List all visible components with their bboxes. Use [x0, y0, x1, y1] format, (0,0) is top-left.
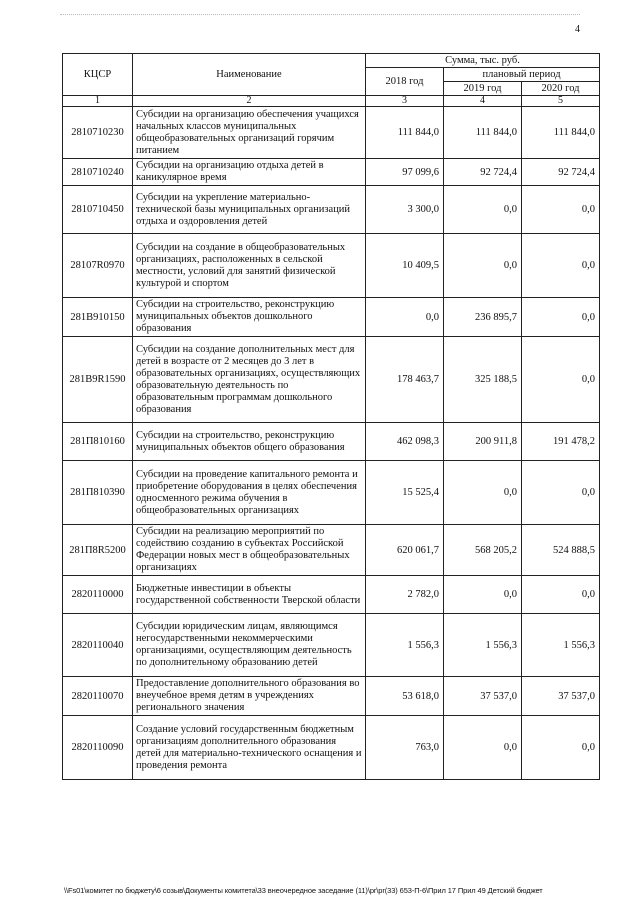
amount-2020: 0,0 — [522, 461, 600, 525]
amount-2020: 0,0 — [522, 576, 600, 614]
table-row — [63, 107, 600, 159]
header-code: КЦСР — [63, 54, 133, 96]
item-name: Субсидии на строительство, реконструкцию муниципальных объектов дошкольного образования — [133, 298, 366, 337]
amount-2019: 568 205,2 — [444, 525, 522, 576]
amount-2020: 0,0 — [522, 298, 600, 337]
amount-2019: 0,0 — [444, 716, 522, 780]
item-name: Субсидии на укрепление материально-технической базы муниципальных организаций отдыха и оздоровления детей — [133, 186, 366, 234]
item-name: Субсидии на строительство, реконструкцию муниципальных объектов общего образования — [133, 423, 366, 461]
amount-2019: 0,0 — [444, 186, 522, 234]
kcsr-code: 28107R0970 — [63, 234, 133, 298]
amount-2020: 0,0 — [522, 337, 600, 423]
amount-2018: 3 300,0 — [366, 186, 444, 234]
table-row — [63, 159, 600, 186]
item-name: Бюджетные инвестиции в объекты государственной собственности Тверской области — [133, 576, 366, 614]
amount-2019: 325 188,5 — [444, 337, 522, 423]
item-name: Субсидии на создание в общеобразовательных организациях, расположенных в сельской местности, условий для занятий физической культурой и спортом — [133, 234, 366, 298]
amount-2020: 1 556,3 — [522, 614, 600, 677]
column-index: 1 — [63, 96, 133, 107]
table-row — [63, 423, 600, 461]
amount-2019: 0,0 — [444, 234, 522, 298]
item-name: Субсидии на организацию отдыха детей в каникулярное время — [133, 159, 366, 186]
kcsr-code: 2810710240 — [63, 159, 133, 186]
header-year-2018: 2018 год — [366, 68, 444, 96]
amount-2018: 1 556,3 — [366, 614, 444, 677]
table-row — [63, 298, 600, 337]
amount-2018: 97 099,6 — [366, 159, 444, 186]
amount-2020: 0,0 — [522, 186, 600, 234]
item-name: Предоставление дополнительного образования во внеучебное время детям в учреждениях регионального значения — [133, 677, 366, 716]
item-name: Субсидии на создание дополнительных мест для детей в возрасте от 2 месяцев до 3 лет в образовательных организациях, осуществляющих образовательную деятельность по образовательным программам дошкольного образования — [133, 337, 366, 423]
table-row — [63, 677, 600, 716]
amount-2019: 0,0 — [444, 576, 522, 614]
column-index: 5 — [522, 96, 600, 107]
scan-artifact-line — [60, 14, 580, 16]
kcsr-code: 2810710230 — [63, 107, 133, 159]
kcsr-code: 281П810160 — [63, 423, 133, 461]
item-name: Субсидии на проведение капитального ремонта и приобретение оборудования в целях обеспечения односменного режима обучения в общеобразовательных организациях — [133, 461, 366, 525]
table-row — [63, 461, 600, 525]
table-row — [63, 716, 600, 780]
table-row — [63, 337, 600, 423]
item-name: Субсидии на реализацию мероприятий по содействию созданию в субъектах Российской Федерации новых мест в общеобразовательных организациях — [133, 525, 366, 576]
table-row — [63, 614, 600, 677]
column-index-row — [63, 96, 600, 107]
item-name: Субсидии юридическим лицам, являющимся негосударственными некоммерческими организациями, осуществляющим деятельность по дополнительному образованию детей — [133, 614, 366, 677]
amount-2019: 0,0 — [444, 461, 522, 525]
amount-2019: 37 537,0 — [444, 677, 522, 716]
header-name: Наименование — [133, 54, 366, 96]
kcsr-code: 281В910150 — [63, 298, 133, 337]
column-index: 4 — [444, 96, 522, 107]
column-index: 2 — [133, 96, 366, 107]
footer-file-path: \\Fs01\комитет по бюджету\6 созыв\Документы комитета\33 внеочередное заседание (11)\pr\pr(33) 653-П-6\Прил 17 Прил 49 Детский бюджет — [64, 886, 543, 895]
amount-2018: 15 525,4 — [366, 461, 444, 525]
amount-2018: 763,0 — [366, 716, 444, 780]
item-name: Создание условий государственным бюджетным организациям дополнительного образования детей для материально-технического оснащения и проведения ремонта — [133, 716, 366, 780]
kcsr-code: 281П810390 — [63, 461, 133, 525]
amount-2020: 37 537,0 — [522, 677, 600, 716]
amount-2018: 53 618,0 — [366, 677, 444, 716]
amount-2019: 1 556,3 — [444, 614, 522, 677]
kcsr-code: 2820110090 — [63, 716, 133, 780]
amount-2020: 0,0 — [522, 716, 600, 780]
header-year-2020: 2020 год — [522, 82, 600, 96]
header-sum: Сумма, тыс. руб. — [366, 54, 600, 68]
table-row — [63, 186, 600, 234]
amount-2018: 10 409,5 — [366, 234, 444, 298]
budget-table — [62, 53, 600, 780]
amount-2020: 92 724,4 — [522, 159, 600, 186]
kcsr-code: 2820110040 — [63, 614, 133, 677]
amount-2018: 0,0 — [366, 298, 444, 337]
amount-2020: 191 478,2 — [522, 423, 600, 461]
kcsr-code: 281П8R5200 — [63, 525, 133, 576]
table-row — [63, 234, 600, 298]
header-planned-period: плановый период — [444, 68, 600, 82]
header-year-2019: 2019 год — [444, 82, 522, 96]
kcsr-code: 281В9R1590 — [63, 337, 133, 423]
amount-2018: 620 061,7 — [366, 525, 444, 576]
table-row — [63, 576, 600, 614]
kcsr-code: 2820110070 — [63, 677, 133, 716]
amount-2020: 524 888,5 — [522, 525, 600, 576]
page-number: 4 — [575, 24, 580, 35]
amount-2019: 200 911,8 — [444, 423, 522, 461]
amount-2020: 0,0 — [522, 234, 600, 298]
table-body — [63, 96, 600, 780]
amount-2020: 111 844,0 — [522, 107, 600, 159]
column-index: 3 — [366, 96, 444, 107]
amount-2018: 111 844,0 — [366, 107, 444, 159]
amount-2018: 462 098,3 — [366, 423, 444, 461]
amount-2019: 111 844,0 — [444, 107, 522, 159]
table-row — [63, 525, 600, 576]
kcsr-code: 2810710450 — [63, 186, 133, 234]
amount-2019: 92 724,4 — [444, 159, 522, 186]
item-name: Субсидии на организацию обеспечения учащихся начальных классов муниципальных общеобразовательных организаций горячим питанием — [133, 107, 366, 159]
amount-2019: 236 895,7 — [444, 298, 522, 337]
amount-2018: 2 782,0 — [366, 576, 444, 614]
kcsr-code: 2820110000 — [63, 576, 133, 614]
amount-2018: 178 463,7 — [366, 337, 444, 423]
